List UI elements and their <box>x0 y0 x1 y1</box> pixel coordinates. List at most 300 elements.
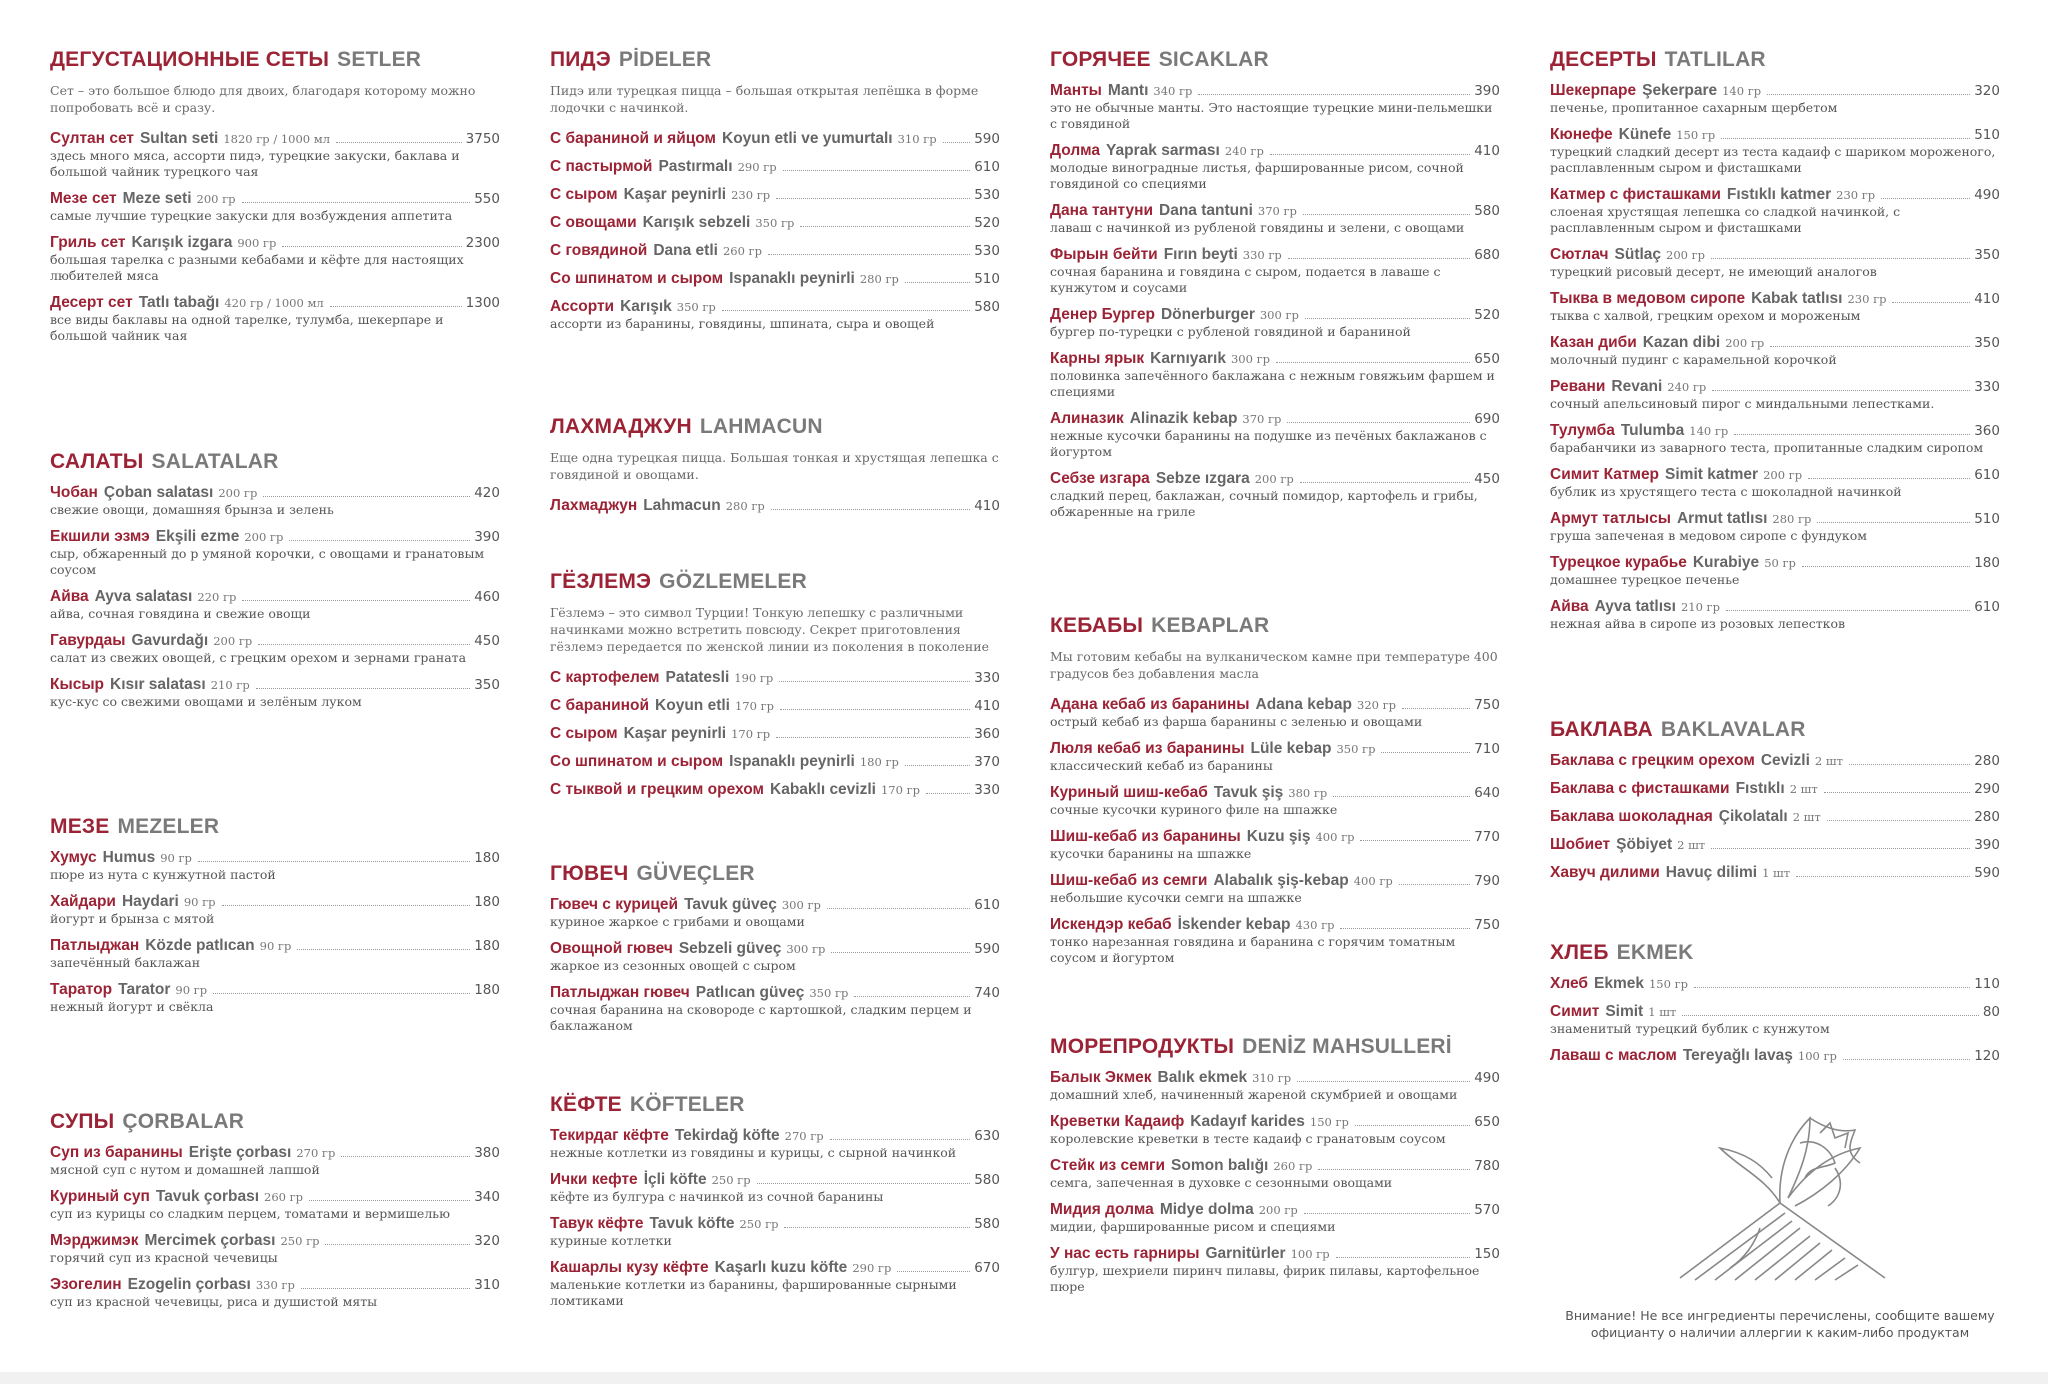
item-price: 340 <box>474 1189 500 1205</box>
item-price: 360 <box>1974 423 2000 439</box>
dot-leader <box>1276 362 1470 363</box>
menu-item <box>1550 334 2000 368</box>
item-price: 280 <box>1974 753 2000 769</box>
item-name-ru: С картофелем <box>550 669 660 686</box>
menu-item-line <box>50 676 500 694</box>
menu-item-line <box>550 697 1000 715</box>
section-title-ru: КЁФТЕ <box>550 1093 622 1116</box>
item-price: 330 <box>1974 379 2000 395</box>
item-price: 150 <box>1474 1246 1500 1262</box>
item-name-tr: Fıstıklı katmer <box>1726 186 1832 203</box>
item-price: 450 <box>1474 471 1500 487</box>
section-title <box>1050 1035 1500 1059</box>
item-name-ru: Симит Катмер <box>1550 466 1660 483</box>
item-name-ru: С бараниной и яйцом <box>550 130 717 147</box>
item-name-ru: С пастырмой <box>550 158 653 175</box>
menu-item-line <box>1550 466 2000 484</box>
item-price: 320 <box>474 1233 500 1249</box>
item-name-tr: Közde patlıcan <box>145 937 255 954</box>
item-weight: 280 гр <box>859 272 899 286</box>
menu-item-line <box>1550 598 2000 616</box>
item-price: 450 <box>474 633 500 649</box>
item-price: 80 <box>1982 1004 2000 1020</box>
item-name-tr: Humus <box>102 849 156 866</box>
menu-item <box>550 130 1000 148</box>
item-price: 350 <box>1974 247 2000 263</box>
item-price: 640 <box>1474 785 1500 801</box>
section-title-tr: ÇORBALAR <box>122 1110 245 1133</box>
dot-leader <box>783 170 971 171</box>
dot-leader <box>784 1227 970 1228</box>
section-title-ru: ХЛЕБ <box>1550 941 1609 964</box>
item-name-tr: Ispanaklı peynirli <box>729 270 855 287</box>
item-name-tr: Pastırmalı <box>658 158 733 175</box>
menu-section <box>1550 718 2000 882</box>
item-weight: 150 гр <box>1676 128 1716 142</box>
item-name-ru: Люля кебаб из баранины <box>1050 740 1245 757</box>
dot-leader <box>1721 138 1970 139</box>
menu-item-line <box>50 190 500 208</box>
menu-item <box>1550 1047 2000 1065</box>
section-title <box>550 48 1000 72</box>
item-name-tr: Kazan dibi <box>1642 334 1721 351</box>
section-title-ru: ПИДЭ <box>550 48 611 71</box>
item-name-ru: С овощами <box>550 214 637 231</box>
menu-item-line <box>550 158 1000 176</box>
section-title-ru: ГОРЯЧЕЕ <box>1050 48 1151 71</box>
menu-item-line <box>1550 510 2000 528</box>
section-title-tr: GÖZLEMELER <box>659 570 808 593</box>
menu-item <box>1050 1157 1500 1191</box>
item-weight: 1 шт <box>1648 1005 1677 1019</box>
menu-item <box>550 781 1000 799</box>
menu-item <box>1550 752 2000 770</box>
menu-item <box>1550 186 2000 236</box>
item-name-tr: Patlıcan güveç <box>695 984 805 1001</box>
item-name-tr: Karnıyarık <box>1150 350 1226 367</box>
menu-section <box>550 48 1000 332</box>
menu-item <box>1050 1113 1500 1147</box>
menu-item <box>1550 1003 2000 1037</box>
item-name-tr: Tavuk şiş <box>1213 784 1284 801</box>
item-name-ru: Лаваш с маслом <box>1550 1047 1677 1064</box>
menu-item-line <box>550 753 1000 771</box>
menu-item <box>1050 202 1500 236</box>
item-name-ru: У нас есть гарниры <box>1050 1245 1200 1262</box>
section-title <box>550 862 1000 886</box>
section-title-ru: КЕБАБЫ <box>1050 614 1144 637</box>
item-name-ru: Кысыр <box>50 676 105 693</box>
item-weight: 200 гр <box>1666 248 1706 262</box>
menu-item <box>50 484 500 518</box>
section-title <box>1050 614 1500 638</box>
item-price: 390 <box>474 529 500 545</box>
item-name-tr: Fırın beyti <box>1163 246 1238 263</box>
item-name-tr: Dana tantuni <box>1159 202 1253 219</box>
dot-leader <box>1198 94 1470 95</box>
menu-item <box>1550 246 2000 280</box>
menu-item-line <box>550 1259 1000 1277</box>
menu-item-line <box>550 242 1000 260</box>
section-title-ru: ДЕГУСТАЦИОННЫЕ СЕТЫ <box>50 48 330 71</box>
item-name-ru: С сыром <box>550 725 618 742</box>
menu-item-line <box>1550 864 2000 882</box>
item-description: кёфте из булгура с начинкой из сочной баранины <box>550 1189 884 1204</box>
dot-leader <box>198 861 470 862</box>
menu-item <box>550 270 1000 288</box>
item-name-tr: Lüle kebap <box>1250 740 1332 757</box>
item-price: 670 <box>974 1260 1000 1276</box>
dot-leader <box>1802 566 1970 567</box>
menu-column-2 <box>550 48 1000 1337</box>
item-price: 530 <box>974 243 1000 259</box>
item-name-ru: Хайдари <box>50 893 116 910</box>
item-weight: 230 гр <box>1847 292 1887 306</box>
item-weight: 170 гр <box>734 699 774 713</box>
item-price: 580 <box>974 1216 1000 1232</box>
item-price: 390 <box>1474 83 1500 99</box>
dot-leader <box>1340 928 1470 929</box>
menu-item <box>550 896 1000 930</box>
item-price: 650 <box>1474 1114 1500 1130</box>
menu-item-line <box>1050 82 1500 100</box>
item-weight: 260 гр <box>264 1190 304 1204</box>
menu-item-line <box>550 214 1000 232</box>
dot-leader <box>336 142 462 143</box>
item-name-ru: Баклава с грецким орехом <box>1550 752 1755 769</box>
menu-item-line <box>50 937 500 955</box>
dot-leader <box>1682 1015 1979 1016</box>
item-weight: 350 гр <box>1336 742 1376 756</box>
item-name-ru: Тыква в медовом сиропе <box>1550 290 1746 307</box>
dot-leader <box>1270 154 1470 155</box>
item-description: маленькие котлетки из баранины, фаршированные сырными ломтиками <box>550 1277 957 1308</box>
menu-item <box>50 676 500 710</box>
menu-item-line <box>50 893 500 911</box>
item-name-ru: Мэрджимэк <box>50 1232 139 1249</box>
item-name-ru: Турецкое курабье <box>1550 554 1687 571</box>
menu-item <box>550 242 1000 260</box>
menu-item-line <box>1050 916 1500 934</box>
menu-item-line <box>1050 1113 1500 1131</box>
item-name-ru: Со шпинатом и сыром <box>550 270 724 287</box>
dot-leader <box>1808 478 1970 479</box>
item-price: 180 <box>474 850 500 866</box>
item-name-tr: Künefe <box>1618 126 1672 143</box>
item-description: домашний хлеб, начиненный жареной скумбрией и овощами <box>1050 1087 1458 1102</box>
item-description: свежие овощи, домашняя брынза и зелень <box>50 502 334 517</box>
dot-leader <box>1734 434 1970 435</box>
item-name-ru: Баклава с фисташками <box>1550 780 1730 797</box>
item-name-ru: Гавурдаы <box>50 632 126 649</box>
item-price: 490 <box>1974 187 2000 203</box>
section-title-ru: МЕЗЕ <box>50 815 110 838</box>
item-name-tr: Koyun etli ve yumurtalı <box>722 130 893 147</box>
section-title-tr: KÖFTELER <box>629 1093 745 1116</box>
item-name-ru: Казан диби <box>1550 334 1637 351</box>
menu-item <box>50 849 500 883</box>
item-name-ru: Тулумба <box>1550 422 1615 439</box>
item-weight: 240 гр <box>1224 144 1264 158</box>
menu-item-line <box>1550 836 2000 854</box>
item-name-ru: Себзе изгара <box>1050 470 1150 487</box>
item-name-tr: Sebzeli güveç <box>678 940 782 957</box>
item-weight: 250 гр <box>711 1173 751 1187</box>
item-name-tr: Karışık <box>620 298 672 315</box>
item-name-tr: Şekerpare <box>1642 82 1718 99</box>
item-weight: 400 гр <box>1353 874 1393 888</box>
menu-item <box>1550 836 2000 854</box>
menu-item-line <box>1550 808 2000 826</box>
dot-leader <box>1300 482 1471 483</box>
menu-item-line <box>550 781 1000 799</box>
dot-leader <box>325 1244 470 1245</box>
item-name-tr: Tekirdağ köfte <box>674 1127 780 1144</box>
item-name-tr: Kadayıf karides <box>1190 1113 1305 1130</box>
dot-leader <box>905 282 970 283</box>
menu-section <box>50 450 500 710</box>
dot-leader <box>1318 1169 1470 1170</box>
section-title-tr: LAHMACUN <box>699 415 823 438</box>
item-weight: 170 гр <box>880 783 920 797</box>
item-name-tr: Kaşar peynirli <box>623 186 727 203</box>
menu-item <box>550 1259 1000 1309</box>
menu-item <box>1550 554 2000 588</box>
item-name-ru: Алиназик <box>1050 410 1124 427</box>
menu-item <box>550 940 1000 974</box>
item-description: тонко нарезанная говядина и баранина с горячим томатным соусом и йогуртом <box>1050 934 1456 965</box>
dot-leader <box>776 737 970 738</box>
section-title <box>1550 941 2000 965</box>
item-price: 750 <box>1474 917 1500 933</box>
dot-leader <box>213 993 470 994</box>
section-title-ru: ГЁЗЛЕМЭ <box>550 570 652 593</box>
menu-section <box>550 415 1000 515</box>
item-weight: 230 гр <box>1836 188 1876 202</box>
item-weight: 230 гр <box>731 188 771 202</box>
menu-item <box>1050 1245 1500 1295</box>
item-name-tr: Ekmek <box>1593 975 1644 992</box>
section-description: Гёзлемэ – это символ Турции! Тонкую лепешку с различными начинками можно встретить повсюду. Секрет приготовления гёзлемэ передается по женской линии из поколения в поколение <box>550 605 989 654</box>
menu-item-line <box>550 940 1000 958</box>
item-name-tr: Ekşili ezme <box>155 528 240 545</box>
menu-item <box>1050 872 1500 906</box>
item-weight: 430 гр <box>1295 918 1335 932</box>
item-description: сочный апельсиновый пирог с миндальными лепестками. <box>1550 396 1935 411</box>
item-description: небольшие кусочки семги на шпажке <box>1050 890 1302 905</box>
menu-section <box>1550 941 2000 1065</box>
item-name-ru: Шекерпаре <box>1550 82 1637 99</box>
item-weight: 320 гр <box>1357 698 1396 712</box>
page-bottom-bar <box>0 1372 2048 1384</box>
menu-item <box>550 1171 1000 1205</box>
item-weight: 2 шт <box>1814 754 1843 768</box>
item-name-ru: Искендэр кебаб <box>1050 916 1172 933</box>
menu-item-line <box>1550 126 2000 144</box>
menu-item <box>1050 306 1500 340</box>
item-price: 280 <box>1974 809 2000 825</box>
menu-item-line <box>1050 202 1500 220</box>
item-price: 290 <box>1974 781 2000 797</box>
item-price: 180 <box>474 938 500 954</box>
item-description: сыр, обжаренный до р умяной корочки, с овощами и гранатовым соусом <box>50 546 485 577</box>
item-name-ru: Манты <box>1050 82 1102 99</box>
item-name-ru: Стейк из семги <box>1050 1157 1166 1174</box>
item-name-tr: Havuç dilimi <box>1665 864 1758 881</box>
menu-item-line <box>550 1127 1000 1145</box>
dot-leader <box>926 793 970 794</box>
item-name-ru: Шиш-кебаб из баранины <box>1050 828 1241 845</box>
item-name-tr: Mantı <box>1107 82 1149 99</box>
item-price: 790 <box>1474 873 1500 889</box>
dot-leader <box>1355 1125 1470 1126</box>
item-price: 630 <box>974 1128 1000 1144</box>
section-title-tr: DENİZ MAHSULLERİ <box>1242 1035 1452 1058</box>
menu-section <box>550 570 1000 799</box>
menu-section <box>550 1093 1000 1309</box>
menu-section <box>1050 614 1500 966</box>
item-description: сочная баранина и говядина с сыром, подается в лаваше с кунжутом и соусами <box>1050 264 1441 295</box>
menu-item-line <box>1550 186 2000 204</box>
menu-item <box>1050 410 1500 460</box>
item-weight: 190 гр <box>734 671 774 685</box>
item-description: слоеная хрустящая лепешка со сладкой начинкой, с расплавленным сыром и фисташками <box>1550 204 1901 235</box>
item-name-tr: İçli köfte <box>643 1171 707 1188</box>
menu-item-line <box>550 270 1000 288</box>
item-price: 180 <box>474 982 500 998</box>
item-weight: 200 гр <box>213 634 253 648</box>
item-name-tr: Şöbiyet <box>1616 836 1673 853</box>
item-name-tr: Karışık sebzeli <box>642 214 751 231</box>
menu-item-line <box>50 1144 500 1162</box>
dot-leader <box>831 952 970 953</box>
dot-leader <box>1767 94 1970 95</box>
section-title-tr: BAKLAVALAR <box>1660 718 1806 741</box>
item-name-ru: Чобан <box>50 484 98 501</box>
section-description: Мы готовим кебабы на вулканическом камне при температуре 400 градусов без добавления масла <box>1050 649 1498 681</box>
item-price: 780 <box>1474 1158 1500 1174</box>
menu-section <box>50 48 500 344</box>
item-price: 530 <box>974 187 1000 203</box>
item-price: 330 <box>974 782 1000 798</box>
section-title <box>1550 48 2000 72</box>
item-price: 520 <box>1474 307 1500 323</box>
item-price: 740 <box>974 985 1000 1001</box>
menu-item <box>1050 350 1500 400</box>
item-name-ru: Дана тантуни <box>1050 202 1154 219</box>
section-title-ru: ДЕСЕРТЫ <box>1550 48 1657 71</box>
menu-item-line <box>1550 975 2000 993</box>
item-name-ru: Гювеч с курицей <box>550 896 679 913</box>
menu-item <box>50 981 500 1015</box>
item-price: 420 <box>474 485 500 501</box>
dot-leader <box>242 600 470 601</box>
dot-leader <box>830 1139 971 1140</box>
item-weight: 200 гр <box>196 192 236 206</box>
dot-leader <box>1726 610 1970 611</box>
item-name-tr: Revani <box>1611 378 1663 395</box>
menu-item <box>50 130 500 180</box>
item-name-tr: İskender kebap <box>1177 916 1291 933</box>
item-description: нежные котлетки из говядины и курицы, с сырной начинкой <box>550 1145 957 1160</box>
menu-item-line <box>1550 554 2000 572</box>
item-price: 180 <box>1974 555 2000 571</box>
dot-leader <box>330 306 462 307</box>
menu-item <box>50 234 500 284</box>
item-name-tr: Sütlaç <box>1614 246 1662 263</box>
menu-section <box>1550 48 2000 632</box>
item-name-ru: Ревани <box>1550 378 1606 395</box>
item-price: 650 <box>1474 351 1500 367</box>
menu-item <box>50 1276 500 1310</box>
menu-item <box>550 1127 1000 1161</box>
menu-item <box>1550 82 2000 116</box>
item-weight: 1820 гр / 1000 мл <box>223 132 331 146</box>
item-name-tr: Simit katmer <box>1665 466 1759 483</box>
item-name-ru: Креветки Кадаиф <box>1050 1113 1185 1130</box>
item-weight: 370 гр <box>1242 412 1282 426</box>
menu-item <box>50 1232 500 1266</box>
menu-item-line <box>1050 246 1500 264</box>
item-weight: 220 гр <box>197 590 237 604</box>
item-weight: 260 гр <box>722 244 762 258</box>
menu-item-line <box>50 588 500 606</box>
menu-item-line <box>1050 350 1500 368</box>
menu-item-line <box>1550 246 2000 264</box>
item-description: булгур, шехриели пиринч пилавы, фирик пилавы, картофельное пюре <box>1050 1263 1480 1294</box>
menu-section <box>50 1110 500 1310</box>
menu-item <box>1050 696 1500 730</box>
menu-item <box>550 298 1000 332</box>
item-description: знаменитый турецкий бублик с кунжутом <box>1550 1021 1830 1036</box>
menu-item-line <box>550 896 1000 914</box>
menu-item-line <box>1050 306 1500 324</box>
item-name-tr: Alinazik kebap <box>1129 410 1238 427</box>
item-name-tr: Kabak tatlısı <box>1751 290 1843 307</box>
item-name-ru: Симит <box>1550 1003 1600 1020</box>
dot-leader <box>1711 258 1970 259</box>
menu-item-line <box>1050 1157 1500 1175</box>
item-price: 510 <box>974 271 1000 287</box>
item-weight: 240 гр <box>1667 380 1707 394</box>
menu-item-line <box>550 1215 1000 1233</box>
menu-section <box>550 862 1000 1034</box>
item-name-ru: Армут татлысы <box>1550 510 1671 527</box>
dot-leader <box>1712 390 1970 391</box>
item-price: 680 <box>1474 247 1500 263</box>
menu-item-line <box>1550 422 2000 440</box>
section-title <box>50 1110 500 1134</box>
item-weight: 290 гр <box>852 1261 892 1275</box>
dot-leader <box>1402 708 1470 709</box>
menu-item <box>550 753 1000 771</box>
item-description: большая тарелка с разными кебабами и кёфте для настоящих любителей мяса <box>50 252 464 283</box>
menu-item <box>1550 466 2000 500</box>
item-price: 510 <box>1974 127 2000 143</box>
item-price: 180 <box>474 894 500 910</box>
item-price: 570 <box>1474 1202 1500 1218</box>
item-weight: 250 гр <box>280 1234 320 1248</box>
menu-item-line <box>1050 1069 1500 1087</box>
item-name-tr: Armut tatlısı <box>1676 510 1768 527</box>
menu-item-line <box>1550 1047 2000 1065</box>
menu-column-3 <box>1050 48 1500 1323</box>
item-name-tr: Gavurdağı <box>131 632 209 649</box>
item-weight: 170 гр <box>731 727 771 741</box>
menu-item <box>550 497 1000 515</box>
item-name-ru: Катмер с фисташками <box>1550 186 1721 203</box>
item-weight: 100 гр <box>1797 1049 1837 1063</box>
